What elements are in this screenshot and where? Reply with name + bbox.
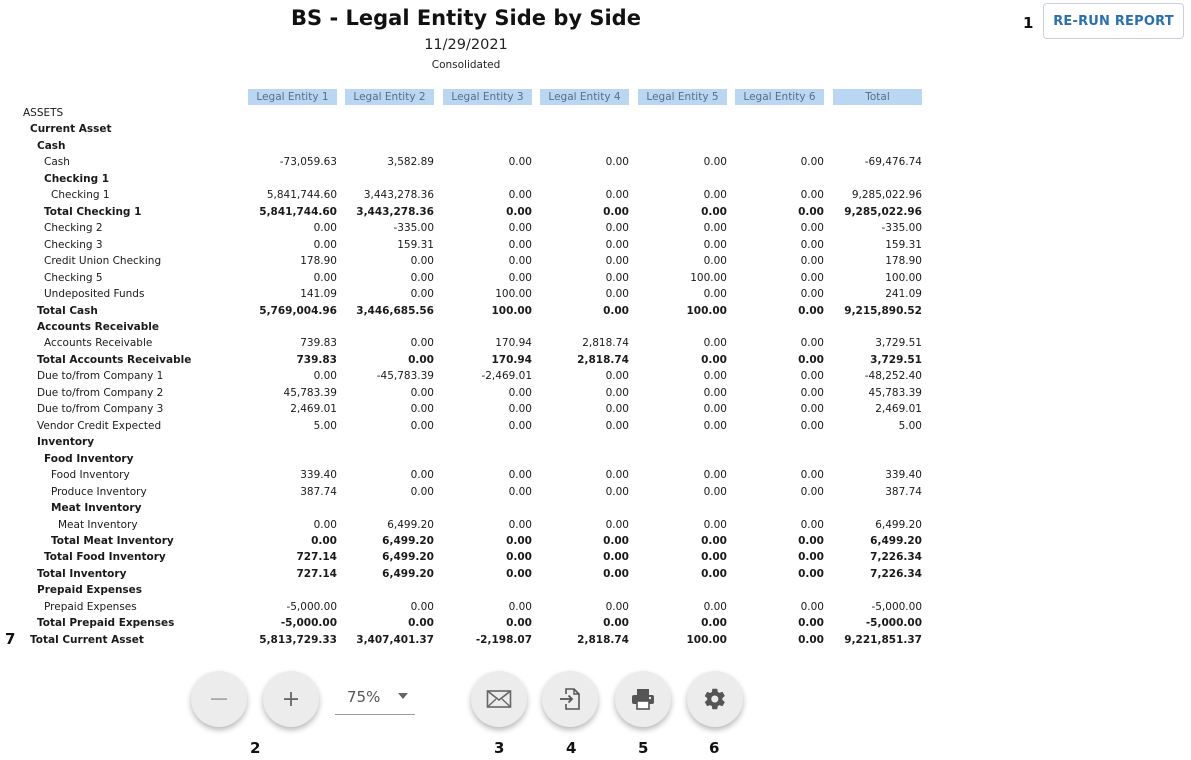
row-label-checking-2: Checking 2 — [44, 222, 103, 235]
cell-total: 45,783.39 — [868, 386, 922, 399]
cell-legal-entity-1: 5,841,744.60 — [259, 205, 337, 218]
cell-legal-entity-5: 100.00 — [686, 633, 727, 646]
cell-total: -5,000.00 — [865, 617, 922, 630]
row-label-due-to-from-company-1: Due to/from Company 1 — [37, 370, 164, 383]
table-row — [0, 566, 930, 582]
table-row — [0, 500, 930, 516]
cell-legal-entity-3: 0.00 — [508, 238, 532, 251]
table-row — [0, 368, 930, 384]
cell-legal-entity-2: 0.00 — [408, 353, 434, 366]
cell-legal-entity-1: -73,059.63 — [279, 156, 337, 169]
cell-legal-entity-5: 0.00 — [701, 205, 727, 218]
gear-icon — [703, 687, 727, 711]
cell-legal-entity-5: 0.00 — [701, 534, 727, 547]
cell-legal-entity-4: 0.00 — [603, 304, 629, 317]
cell-total: 5.00 — [898, 419, 922, 432]
cell-total: 2,469.01 — [875, 403, 922, 416]
cell-legal-entity-6: 0.00 — [798, 304, 824, 317]
row-label-checking-5: Checking 5 — [44, 271, 103, 284]
cell-legal-entity-2: 159.31 — [397, 238, 434, 251]
cell-legal-entity-2: 0.00 — [410, 386, 434, 399]
export-button[interactable] — [542, 671, 598, 727]
marker-4: 4 — [566, 739, 577, 757]
cell-legal-entity-2: 0.00 — [410, 403, 434, 416]
marker-1: 1 — [1023, 14, 1034, 32]
cell-legal-entity-4: 0.00 — [603, 534, 629, 547]
cell-legal-entity-6: 0.00 — [798, 551, 824, 564]
row-label-checking-3: Checking 3 — [44, 238, 103, 251]
cell-legal-entity-5: 0.00 — [703, 518, 727, 531]
table-row — [0, 632, 930, 648]
cell-legal-entity-4: 0.00 — [605, 600, 629, 613]
cell-legal-entity-4: 2,818.74 — [577, 353, 629, 366]
cell-legal-entity-5: 0.00 — [703, 370, 727, 383]
marker-3: 3 — [494, 739, 505, 757]
row-label-checking-1: Checking 1 — [51, 189, 110, 202]
cell-legal-entity-3: 0.00 — [506, 534, 532, 547]
cell-legal-entity-1: 0.00 — [313, 238, 337, 251]
marker-6: 6 — [709, 739, 720, 757]
column-header-legal-entity-1: Legal Entity 1 — [248, 89, 337, 105]
cell-legal-entity-1: 387.74 — [300, 485, 337, 498]
row-label-current-asset: Current Asset — [30, 123, 112, 136]
cell-legal-entity-4: 0.00 — [605, 518, 629, 531]
cell-total: -335.00 — [881, 222, 922, 235]
cell-legal-entity-5: 0.00 — [701, 551, 727, 564]
cell-total: 9,285,022.96 — [851, 189, 922, 202]
cell-legal-entity-4: 0.00 — [605, 485, 629, 498]
cell-legal-entity-1: -5,000.00 — [280, 617, 337, 630]
cell-legal-entity-3: 170.94 — [491, 353, 532, 366]
cell-legal-entity-6: 0.00 — [800, 370, 824, 383]
table-row — [0, 615, 930, 631]
table-row — [0, 533, 930, 549]
cell-legal-entity-6: 0.00 — [800, 189, 824, 202]
table-row — [0, 187, 930, 203]
envelope-icon — [486, 689, 512, 709]
cell-legal-entity-3: 100.00 — [495, 288, 532, 301]
table-row — [0, 582, 930, 598]
cell-total: 6,499.20 — [875, 518, 922, 531]
table-row — [0, 154, 930, 170]
cell-legal-entity-2: 0.00 — [410, 255, 434, 268]
cell-legal-entity-2: 3,443,278.36 — [363, 189, 434, 202]
cell-legal-entity-4: 0.00 — [603, 567, 629, 580]
cell-legal-entity-1: 5,841,744.60 — [266, 189, 337, 202]
table-row — [0, 220, 930, 236]
cell-total: 339.40 — [885, 469, 922, 482]
cell-legal-entity-1: 339.40 — [300, 469, 337, 482]
cell-total: 178.90 — [885, 255, 922, 268]
row-label-checking-1: Checking 1 — [44, 172, 110, 185]
cell-legal-entity-1: 5,769,004.96 — [259, 304, 337, 317]
cell-total: -48,252.40 — [864, 370, 922, 383]
cell-legal-entity-2: 3,407,401.37 — [356, 633, 434, 646]
row-label-cash: Cash — [44, 156, 70, 169]
row-label-credit-union-checking: Credit Union Checking — [44, 255, 162, 268]
email-button[interactable] — [471, 671, 527, 727]
zoom-value: 75% — [347, 688, 381, 706]
cell-total: 159.31 — [885, 238, 922, 251]
row-label-prepaid-expenses: Prepaid Expenses — [44, 600, 137, 613]
cell-legal-entity-3: 0.00 — [506, 205, 532, 218]
cell-legal-entity-3: 0.00 — [508, 469, 532, 482]
table-row — [0, 517, 930, 533]
column-header-legal-entity-2: Legal Entity 2 — [345, 89, 434, 105]
settings-button[interactable] — [687, 671, 743, 727]
cell-total: 3,729.51 — [875, 337, 922, 350]
printer-icon — [631, 688, 655, 710]
cell-legal-entity-1: 0.00 — [313, 271, 337, 284]
row-label-accounts-receivable: Accounts Receivable — [37, 320, 159, 333]
row-label-total-inventory: Total Inventory — [37, 567, 127, 580]
cell-legal-entity-3: 0.00 — [508, 485, 532, 498]
cell-legal-entity-1: 0.00 — [313, 370, 337, 383]
table-row — [0, 549, 930, 565]
table-row — [0, 599, 930, 615]
cell-total: 9,215,890.52 — [844, 304, 922, 317]
cell-legal-entity-6: 0.00 — [798, 567, 824, 580]
row-label-accounts-receivable: Accounts Receivable — [44, 337, 153, 350]
cell-legal-entity-4: 0.00 — [605, 386, 629, 399]
table-row — [0, 434, 930, 450]
table-row — [0, 451, 930, 467]
cell-legal-entity-6: 0.00 — [800, 156, 824, 169]
cell-legal-entity-4: 0.00 — [605, 403, 629, 416]
row-label-due-to-from-company-2: Due to/from Company 2 — [37, 386, 164, 399]
cell-legal-entity-3: 0.00 — [508, 600, 532, 613]
cell-legal-entity-6: 0.00 — [798, 205, 824, 218]
row-label-total-accounts-receivable: Total Accounts Receivable — [37, 353, 192, 366]
table-row — [0, 171, 930, 187]
row-label-food-inventory: Food Inventory — [44, 452, 134, 465]
column-header-legal-entity-6: Legal Entity 6 — [735, 89, 824, 105]
cell-legal-entity-6: 0.00 — [800, 238, 824, 251]
table-row — [0, 418, 930, 434]
cell-legal-entity-2: 0.00 — [410, 469, 434, 482]
marker-7: 7 — [5, 630, 16, 648]
cell-legal-entity-5: 0.00 — [703, 419, 727, 432]
cell-legal-entity-4: 0.00 — [603, 617, 629, 630]
marker-2: 2 — [250, 739, 261, 757]
cell-legal-entity-3: 170.94 — [495, 337, 532, 350]
cell-legal-entity-3: 0.00 — [506, 551, 532, 564]
minus-icon — [209, 689, 229, 709]
cell-legal-entity-2: 0.00 — [410, 271, 434, 284]
cell-total: -5,000.00 — [871, 600, 922, 613]
cell-legal-entity-4: 0.00 — [605, 370, 629, 383]
cell-legal-entity-6: 0.00 — [800, 386, 824, 399]
cell-legal-entity-5: 0.00 — [703, 485, 727, 498]
cell-total: 387.74 — [885, 485, 922, 498]
cell-legal-entity-5: 0.00 — [703, 222, 727, 235]
cell-legal-entity-3: 0.00 — [506, 567, 532, 580]
cell-legal-entity-5: 100.00 — [686, 304, 727, 317]
column-header-legal-entity-3: Legal Entity 3 — [443, 89, 532, 105]
row-label-total-cash: Total Cash — [37, 304, 98, 317]
cell-legal-entity-3: 0.00 — [506, 617, 532, 630]
cell-legal-entity-4: 0.00 — [605, 189, 629, 202]
cell-legal-entity-4: 0.00 — [603, 551, 629, 564]
row-label-due-to-from-company-3: Due to/from Company 3 — [37, 403, 164, 416]
cell-legal-entity-1: 2,469.01 — [290, 403, 337, 416]
cell-legal-entity-2: 0.00 — [410, 288, 434, 301]
cell-legal-entity-2: 3,443,278.36 — [356, 205, 434, 218]
cell-total: 7,226.34 — [870, 551, 922, 564]
chevron-down-icon — [398, 693, 408, 699]
cell-legal-entity-5: 0.00 — [701, 617, 727, 630]
report-scope: Consolidated — [431, 59, 501, 71]
cell-legal-entity-4: 0.00 — [605, 271, 629, 284]
cell-legal-entity-6: 0.00 — [800, 419, 824, 432]
cell-legal-entity-1: 45,783.39 — [283, 386, 337, 399]
cell-legal-entity-6: 0.00 — [800, 271, 824, 284]
cell-legal-entity-5: 0.00 — [701, 353, 727, 366]
cell-legal-entity-5: 0.00 — [703, 255, 727, 268]
cell-legal-entity-5: 0.00 — [701, 567, 727, 580]
cell-legal-entity-3: -2,469.01 — [481, 370, 532, 383]
cell-legal-entity-4: 0.00 — [605, 222, 629, 235]
cell-legal-entity-1: 739.83 — [296, 353, 337, 366]
cell-legal-entity-2: 0.00 — [410, 337, 434, 350]
export-file-icon — [559, 687, 581, 711]
table-row — [0, 121, 930, 137]
cell-legal-entity-1: 141.09 — [300, 288, 337, 301]
cell-legal-entity-1: 0.00 — [313, 518, 337, 531]
row-label-meat-inventory: Meat Inventory — [51, 502, 142, 515]
cell-legal-entity-5: 0.00 — [703, 156, 727, 169]
cell-total: 9,285,022.96 — [844, 205, 922, 218]
cell-legal-entity-3: 0.00 — [508, 189, 532, 202]
table-row — [0, 303, 930, 319]
table-row — [0, 352, 930, 368]
table-row — [0, 484, 930, 500]
table-row — [0, 401, 930, 417]
cell-legal-entity-1: 0.00 — [311, 534, 337, 547]
cell-legal-entity-4: 0.00 — [603, 205, 629, 218]
table-row — [0, 138, 930, 154]
cell-total: 3,729.51 — [870, 353, 922, 366]
cell-legal-entity-3: 0.00 — [508, 222, 532, 235]
marker-5: 5 — [638, 739, 649, 757]
cell-legal-entity-3: 0.00 — [508, 271, 532, 284]
table-row — [0, 204, 930, 220]
row-label-total-food-inventory: Total Food Inventory — [44, 551, 166, 564]
plus-icon — [281, 689, 301, 709]
cell-legal-entity-5: 0.00 — [703, 189, 727, 202]
cell-legal-entity-4: 0.00 — [605, 255, 629, 268]
cell-legal-entity-6: 0.00 — [800, 288, 824, 301]
rerun-report-button[interactable]: RE-RUN REPORT — [1043, 3, 1184, 39]
cell-legal-entity-6: 0.00 — [800, 337, 824, 350]
cell-legal-entity-2: 6,499.20 — [382, 567, 434, 580]
cell-legal-entity-1: 5,813,729.33 — [259, 633, 337, 646]
cell-legal-entity-5: 0.00 — [703, 288, 727, 301]
cell-legal-entity-3: 0.00 — [508, 386, 532, 399]
cell-legal-entity-1: 178.90 — [300, 255, 337, 268]
cell-legal-entity-1: 727.14 — [296, 551, 337, 564]
table-row — [0, 467, 930, 483]
table-row — [0, 253, 930, 269]
cell-legal-entity-4: 2,818.74 — [582, 337, 629, 350]
row-label-assets: ASSETS — [23, 107, 64, 119]
cell-total: 241.09 — [885, 288, 922, 301]
cell-legal-entity-6: 0.00 — [798, 617, 824, 630]
cell-legal-entity-6: 0.00 — [800, 469, 824, 482]
cell-legal-entity-2: 0.00 — [410, 419, 434, 432]
cell-legal-entity-6: 0.00 — [800, 222, 824, 235]
row-label-undeposited-funds: Undeposited Funds — [44, 288, 145, 301]
cell-legal-entity-5: 0.00 — [703, 238, 727, 251]
cell-legal-entity-2: -45,783.39 — [376, 370, 434, 383]
row-label-prepaid-expenses: Prepaid Expenses — [37, 584, 143, 597]
cell-legal-entity-1: 5.00 — [313, 419, 337, 432]
cell-legal-entity-6: 0.00 — [800, 600, 824, 613]
zoom-out-button[interactable] — [191, 671, 247, 727]
cell-legal-entity-2: 6,499.20 — [382, 551, 434, 564]
row-label-cash: Cash — [37, 139, 66, 152]
cell-legal-entity-2: -335.00 — [393, 222, 434, 235]
cell-legal-entity-3: 0.00 — [508, 403, 532, 416]
cell-legal-entity-3: 0.00 — [508, 156, 532, 169]
column-header-legal-entity-5: Legal Entity 5 — [638, 89, 727, 105]
cell-legal-entity-3: 0.00 — [508, 255, 532, 268]
cell-legal-entity-4: 0.00 — [605, 419, 629, 432]
cell-legal-entity-6: 0.00 — [800, 255, 824, 268]
cell-total: 6,499.20 — [870, 534, 922, 547]
column-header-total: Total — [833, 89, 922, 105]
row-label-total-checking-1: Total Checking 1 — [44, 205, 142, 218]
table-row — [0, 319, 930, 335]
table-row — [0, 286, 930, 302]
cell-legal-entity-5: 0.00 — [703, 600, 727, 613]
row-label-food-inventory: Food Inventory — [51, 469, 130, 482]
report-title: BS - Legal Entity Side by Side — [291, 6, 641, 30]
table-row — [0, 385, 930, 401]
row-label-total-meat-inventory: Total Meat Inventory — [51, 534, 174, 547]
cell-legal-entity-1: 739.83 — [300, 337, 337, 350]
cell-legal-entity-3: 100.00 — [491, 304, 532, 317]
cell-legal-entity-4: 2,818.74 — [577, 633, 629, 646]
cell-legal-entity-1: 0.00 — [313, 222, 337, 235]
cell-legal-entity-6: 0.00 — [798, 534, 824, 547]
cell-legal-entity-4: 0.00 — [605, 238, 629, 251]
cell-legal-entity-5: 100.00 — [690, 271, 727, 284]
table-row — [0, 237, 930, 253]
cell-legal-entity-5: 0.00 — [703, 386, 727, 399]
cell-legal-entity-2: 3,446,685.56 — [356, 304, 434, 317]
row-label-vendor-credit-expected: Vendor Credit Expected — [37, 419, 162, 432]
cell-legal-entity-2: 6,499.20 — [387, 518, 434, 531]
cell-legal-entity-2: 0.00 — [410, 600, 434, 613]
cell-legal-entity-5: 0.00 — [703, 337, 727, 350]
row-label-total-current-asset: Total Current Asset — [30, 633, 144, 646]
zoom-in-button[interactable] — [263, 671, 319, 727]
cell-legal-entity-5: 0.00 — [703, 469, 727, 482]
cell-legal-entity-4: 0.00 — [605, 156, 629, 169]
cell-legal-entity-4: 0.00 — [605, 288, 629, 301]
cell-legal-entity-6: 0.00 — [800, 518, 824, 531]
row-label-inventory: Inventory — [37, 436, 95, 449]
cell-legal-entity-4: 0.00 — [605, 469, 629, 482]
cell-legal-entity-6: 0.00 — [800, 485, 824, 498]
cell-legal-entity-1: -5,000.00 — [286, 600, 337, 613]
cell-legal-entity-6: 0.00 — [800, 403, 824, 416]
cell-legal-entity-6: 0.00 — [798, 633, 824, 646]
row-label-produce-inventory: Produce Inventory — [51, 485, 147, 498]
cell-legal-entity-6: 0.00 — [798, 353, 824, 366]
zoom-select[interactable] — [335, 684, 415, 715]
cell-total: -69,476.74 — [864, 156, 922, 169]
row-label-total-prepaid-expenses: Total Prepaid Expenses — [37, 617, 175, 630]
cell-legal-entity-2: 3,582.89 — [387, 156, 434, 169]
cell-legal-entity-2: 0.00 — [410, 485, 434, 498]
table-row — [0, 270, 930, 286]
row-label-meat-inventory: Meat Inventory — [58, 518, 138, 531]
cell-total: 7,226.34 — [870, 567, 922, 580]
table-row — [0, 105, 930, 121]
cell-legal-entity-1: 727.14 — [296, 567, 337, 580]
cell-total: 9,221,851.37 — [844, 633, 922, 646]
cell-legal-entity-5: 0.00 — [703, 403, 727, 416]
table-row — [0, 335, 930, 351]
column-header-legal-entity-4: Legal Entity 4 — [540, 89, 629, 105]
cell-legal-entity-2: 0.00 — [408, 617, 434, 630]
cell-legal-entity-3: 0.00 — [508, 419, 532, 432]
cell-legal-entity-2: 6,499.20 — [382, 534, 434, 547]
cell-legal-entity-3: -2,198.07 — [475, 633, 532, 646]
cell-total: 100.00 — [885, 271, 922, 284]
cell-legal-entity-3: 0.00 — [508, 518, 532, 531]
report-date: 11/29/2021 — [424, 37, 508, 53]
print-button[interactable] — [615, 671, 671, 727]
